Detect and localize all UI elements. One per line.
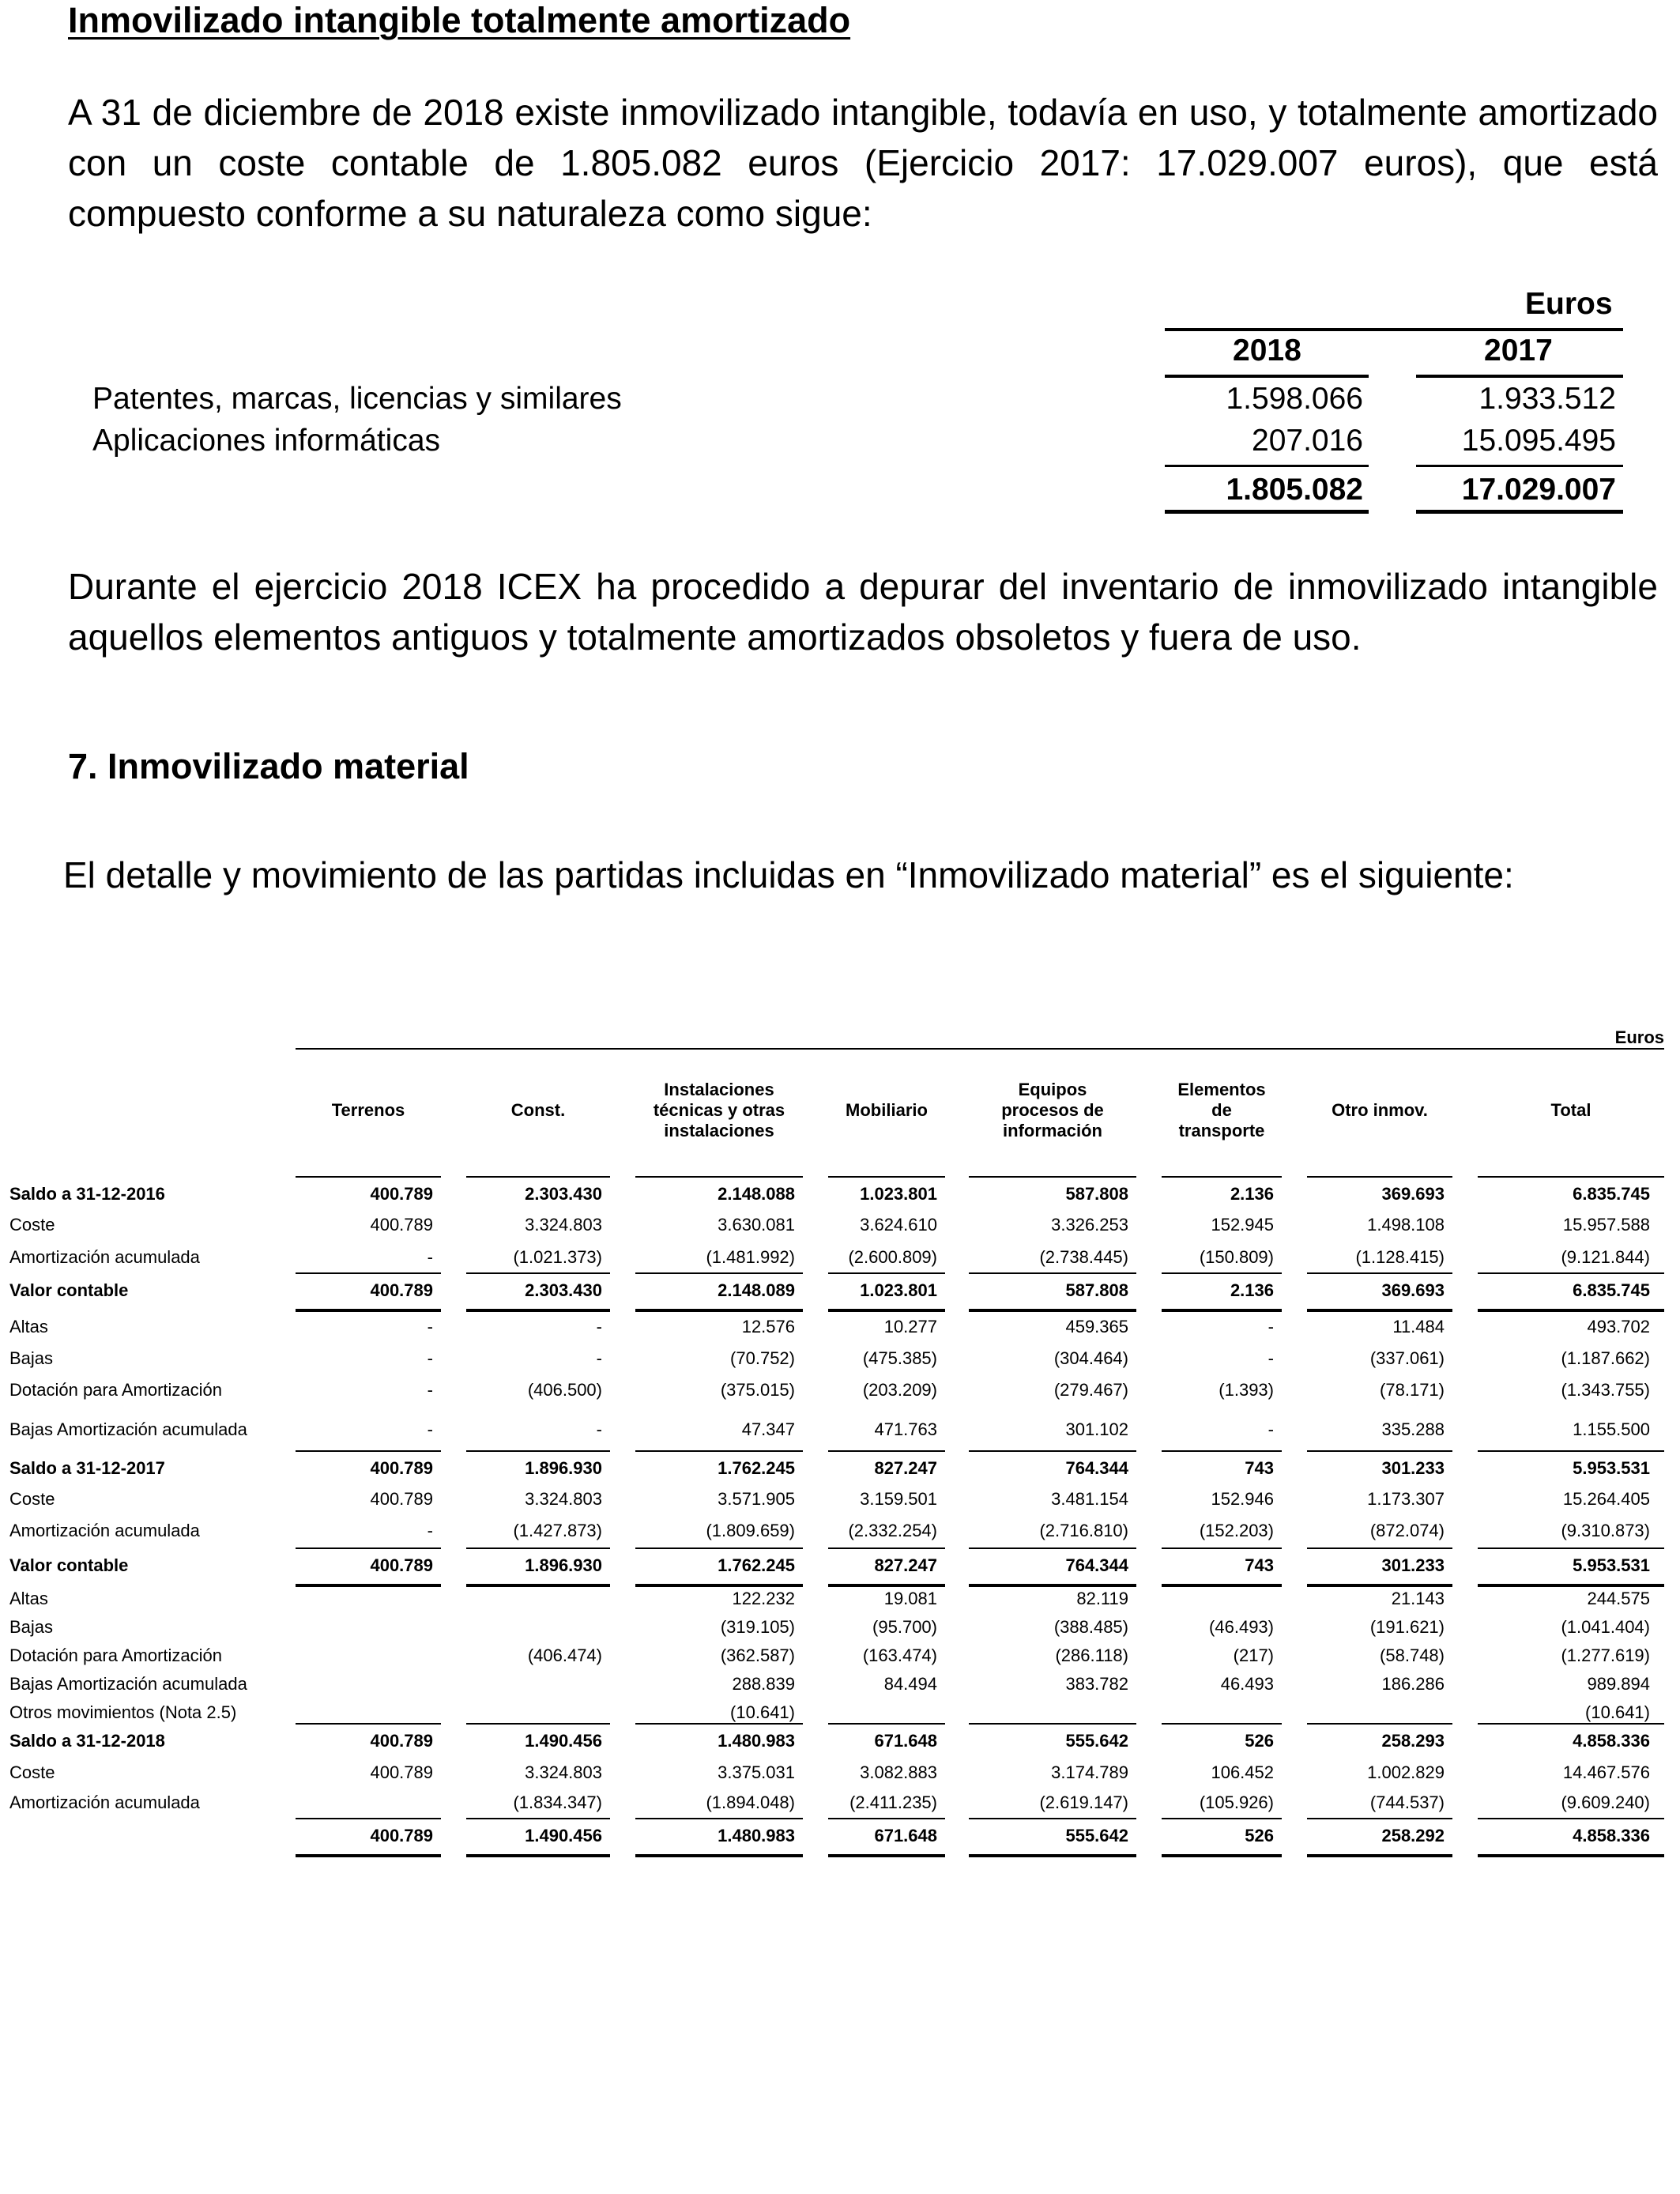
table-cell: 764.344 xyxy=(1065,1555,1128,1575)
table-cell: (78.171) xyxy=(1380,1380,1445,1400)
table-cell: 15.957.588 xyxy=(1562,1215,1650,1235)
table-cell: 186.286 xyxy=(1381,1674,1445,1694)
table-cell: (279.467) xyxy=(1053,1380,1128,1400)
table-cell: 152.945 xyxy=(1211,1215,1274,1235)
row-rule xyxy=(296,1272,441,1274)
table-cell: 400.789 xyxy=(370,1489,433,1509)
section-heading: Inmovilizado intangible totalmente amortizado xyxy=(68,0,851,40)
table-cell: 2.136 xyxy=(1230,1280,1274,1300)
table-cell: (10.641) xyxy=(1585,1702,1650,1722)
table-cell: 3.326.253 xyxy=(1051,1215,1128,1235)
column-header: Instalaciones técnicas y otras instalaciones xyxy=(653,1080,785,1140)
row-label: Amortización acumulada xyxy=(9,1521,200,1540)
row-rule xyxy=(969,1450,1136,1452)
table-cell: 3.324.803 xyxy=(525,1762,602,1782)
table-cell: 335.288 xyxy=(1381,1419,1445,1439)
row-double-rule xyxy=(1307,1854,1452,1857)
paragraph-line: A 31 de diciembre de 2018 existe inmovilizado intangible, todavía en uso, y totalmente amortizado xyxy=(68,92,1658,133)
paragraph-intangible xyxy=(68,87,1658,239)
table-cell: (95.700) xyxy=(872,1617,937,1637)
table-row-label: Patentes, marcas, licencias y similares xyxy=(92,382,622,416)
row-label: Saldo a 31-12-2016 xyxy=(9,1184,165,1204)
row-rule xyxy=(1478,1818,1664,1819)
table-cell: 1.023.801 xyxy=(860,1184,937,1204)
row-label: Altas xyxy=(9,1589,48,1608)
row-label: Bajas xyxy=(9,1348,54,1368)
table-cell: 1.498.108 xyxy=(1367,1215,1445,1235)
column-header: Elementos de transporte xyxy=(1177,1080,1266,1140)
row-label: Amortización acumulada xyxy=(9,1793,200,1812)
table-cell: 3.159.501 xyxy=(860,1489,937,1509)
table-cell: 21.143 xyxy=(1391,1589,1445,1608)
table-cell: (191.621) xyxy=(1369,1617,1445,1637)
table-cell: 2.136 xyxy=(1230,1184,1274,1204)
table-cell: - xyxy=(1268,1419,1274,1439)
table-cell: (286.118) xyxy=(1055,1646,1128,1665)
row-rule xyxy=(466,1176,610,1178)
row-double-rule xyxy=(1307,1309,1452,1312)
table-cell: 587.808 xyxy=(1065,1280,1128,1300)
table-cell: 400.789 xyxy=(370,1458,433,1478)
table-cell: (337.061) xyxy=(1369,1348,1445,1368)
table-cell: 122.232 xyxy=(732,1589,795,1608)
table-cell: 12.576 xyxy=(741,1317,795,1336)
table-cell: 400.789 xyxy=(370,1184,433,1204)
row-rule xyxy=(1478,1723,1664,1725)
row-rule xyxy=(969,1547,1136,1549)
double-rule xyxy=(1165,510,1369,514)
table-cell: 288.839 xyxy=(732,1674,795,1694)
table-cell: - xyxy=(1268,1348,1274,1368)
table-cell: 46.493 xyxy=(1220,1674,1274,1694)
table-cell: 555.642 xyxy=(1065,1826,1128,1845)
table-cell: 555.642 xyxy=(1065,1731,1128,1751)
column-header: Total xyxy=(1550,1100,1591,1120)
table-cell: - xyxy=(427,1348,433,1368)
table-cell: (388.485) xyxy=(1053,1617,1128,1637)
year-rule xyxy=(1416,375,1623,378)
table-cell: 1.933.512 xyxy=(1478,382,1616,416)
row-double-rule xyxy=(969,1309,1136,1312)
table-cell: 3.174.789 xyxy=(1051,1762,1128,1782)
row-double-rule xyxy=(296,1584,441,1587)
table-cell: 587.808 xyxy=(1065,1184,1128,1204)
table-cell: 5.953.531 xyxy=(1573,1555,1650,1575)
table-cell: 764.344 xyxy=(1065,1458,1128,1478)
table-cell: (9.121.844) xyxy=(1561,1247,1650,1267)
row-label: Altas xyxy=(9,1317,48,1336)
column-header: Equipos procesos de información xyxy=(1001,1080,1104,1140)
table-cell: 3.624.610 xyxy=(860,1215,937,1235)
row-label: Bajas Amortización acumulada xyxy=(9,1419,247,1439)
table-cell: 84.494 xyxy=(883,1674,937,1694)
row-rule xyxy=(969,1723,1136,1725)
total-rule xyxy=(1165,465,1369,467)
table-cell: (152.203) xyxy=(1199,1521,1274,1540)
table-cell: 1.002.829 xyxy=(1367,1762,1445,1782)
table-cell: - xyxy=(427,1317,433,1336)
row-label: Valor contable xyxy=(9,1555,129,1575)
row-double-rule xyxy=(1162,1854,1282,1857)
table-cell: 400.789 xyxy=(370,1215,433,1235)
table-cell: 11.484 xyxy=(1392,1317,1445,1336)
table-cell: 6.835.745 xyxy=(1573,1184,1650,1204)
table-cell: 1.762.245 xyxy=(718,1555,795,1575)
row-rule xyxy=(969,1176,1136,1178)
row-rule xyxy=(635,1818,803,1819)
row-rule xyxy=(969,1272,1136,1274)
paragraph-line: compuesto conforme a su naturaleza como sigue: xyxy=(68,193,872,234)
table-cell: 827.247 xyxy=(874,1458,937,1478)
row-rule xyxy=(1162,1272,1282,1274)
table-cell: 6.835.745 xyxy=(1573,1280,1650,1300)
table-top-rule xyxy=(296,1048,1664,1050)
table-cell: (1.809.659) xyxy=(706,1521,795,1540)
table-cell: - xyxy=(427,1419,433,1439)
table-cell: 3.630.081 xyxy=(718,1215,795,1235)
table-cell: (1.481.992) xyxy=(706,1247,795,1267)
row-label: Otros movimientos (Nota 2.5) xyxy=(9,1702,237,1722)
table-cell: (375.015) xyxy=(720,1380,795,1400)
row-rule xyxy=(828,1450,945,1452)
table-cell: 1.155.500 xyxy=(1573,1419,1650,1439)
table-cell: (10.641) xyxy=(730,1702,795,1722)
table-cell: - xyxy=(596,1317,602,1336)
row-double-rule xyxy=(1478,1584,1664,1587)
column-header: Otro inmov. xyxy=(1332,1100,1428,1120)
row-rule xyxy=(1478,1176,1664,1178)
table-cell: 244.575 xyxy=(1587,1589,1650,1608)
table-cell: 1.490.456 xyxy=(525,1731,602,1751)
table-cell: (1.041.404) xyxy=(1561,1617,1650,1637)
paragraph-depuration xyxy=(68,561,1658,662)
paragraph-line: Durante el ejercicio 2018 ICEX ha procedido a depurar del inventario de inmovilizado intangible xyxy=(68,566,1658,607)
row-double-rule xyxy=(466,1854,610,1857)
row-rule xyxy=(828,1723,945,1725)
table-cell: 1.480.983 xyxy=(718,1826,795,1845)
row-rule xyxy=(1162,1547,1282,1549)
table-cell: 301.102 xyxy=(1065,1419,1128,1439)
table-cell: 258.293 xyxy=(1381,1731,1445,1751)
table-cell: 3.082.883 xyxy=(860,1762,937,1782)
row-label: Saldo a 31-12-2017 xyxy=(9,1458,165,1478)
row-label: Amortización acumulada xyxy=(9,1247,200,1267)
table-cell: 1.173.307 xyxy=(1367,1489,1445,1509)
row-double-rule xyxy=(466,1584,610,1587)
table-cell: (58.748) xyxy=(1380,1646,1445,1665)
unit-label: Euros xyxy=(1614,1027,1664,1047)
row-rule xyxy=(1162,1450,1282,1452)
table-cell: 82.119 xyxy=(1076,1589,1128,1608)
row-rule xyxy=(1162,1176,1282,1178)
table-cell: (203.209) xyxy=(862,1380,937,1400)
paragraph-line: aquellos elementos antiguos y totalmente amortizados obsoletos y fuera de uso. xyxy=(68,616,1362,658)
row-rule xyxy=(1307,1547,1452,1549)
table-cell: (2.738.445) xyxy=(1039,1247,1128,1267)
row-rule xyxy=(296,1818,441,1819)
section-title: 7. Inmovilizado material xyxy=(68,746,469,786)
table-cell: 301.233 xyxy=(1381,1555,1445,1575)
row-rule xyxy=(296,1176,441,1178)
row-double-rule xyxy=(635,1854,803,1857)
table-cell: (304.464) xyxy=(1053,1348,1128,1368)
table-cell: 3.324.803 xyxy=(525,1215,602,1235)
table-cell: 526 xyxy=(1245,1826,1274,1845)
row-rule xyxy=(635,1176,803,1178)
row-double-rule xyxy=(969,1584,1136,1587)
table-cell: (319.105) xyxy=(720,1617,795,1637)
table-cell: 400.789 xyxy=(370,1731,433,1751)
row-rule xyxy=(296,1723,441,1725)
row-double-rule xyxy=(466,1309,610,1312)
row-rule xyxy=(466,1818,610,1819)
row-double-rule xyxy=(635,1584,803,1587)
row-rule xyxy=(828,1272,945,1274)
table-cell: 400.789 xyxy=(370,1280,433,1300)
row-double-rule xyxy=(969,1854,1136,1857)
row-rule xyxy=(1478,1450,1664,1452)
row-rule xyxy=(635,1547,803,1549)
table-cell: 1.023.801 xyxy=(860,1280,937,1300)
table-cell: (150.809) xyxy=(1199,1247,1274,1267)
table-cell: 4.858.336 xyxy=(1573,1826,1650,1845)
table-cell: 827.247 xyxy=(874,1555,937,1575)
table-cell: 3.481.154 xyxy=(1051,1489,1128,1509)
row-rule xyxy=(1162,1818,1282,1819)
row-rule xyxy=(466,1723,610,1725)
row-rule xyxy=(1307,1818,1452,1819)
table-cell: (1.277.619) xyxy=(1561,1646,1650,1665)
table-cell: (1.021.373) xyxy=(513,1247,602,1267)
table-cell: (2.600.809) xyxy=(848,1247,937,1267)
table-cell: 743 xyxy=(1245,1458,1274,1478)
table-cell: 19.081 xyxy=(883,1589,937,1608)
table-cell: 15.264.405 xyxy=(1562,1489,1650,1509)
table-cell: 2.303.430 xyxy=(525,1280,602,1300)
row-rule xyxy=(466,1547,610,1549)
table-cell: (2.716.810) xyxy=(1039,1521,1128,1540)
column-header: Const. xyxy=(510,1100,566,1120)
table-cell: - xyxy=(427,1380,433,1400)
row-rule xyxy=(828,1547,945,1549)
table-cell: 369.693 xyxy=(1381,1280,1445,1300)
table-cell: 301.233 xyxy=(1381,1458,1445,1478)
table-cell: (1.128.415) xyxy=(1355,1247,1445,1267)
total-rule xyxy=(1416,465,1623,467)
table-cell: 989.894 xyxy=(1587,1674,1650,1694)
table-cell: (2.411.235) xyxy=(849,1793,937,1812)
table-cell: (1.187.662) xyxy=(1561,1348,1650,1368)
row-label: Bajas Amortización acumulada xyxy=(9,1674,247,1694)
table-cell: (362.587) xyxy=(720,1646,795,1665)
table-cell: (1.427.873) xyxy=(513,1521,602,1540)
year-header: 2018 xyxy=(1233,334,1301,368)
table-cell: 10.277 xyxy=(883,1317,937,1336)
table-cell: (217) xyxy=(1233,1646,1274,1665)
row-label: Bajas xyxy=(9,1617,54,1637)
year-header: 2017 xyxy=(1484,334,1553,368)
table-cell: (9.609.240) xyxy=(1561,1793,1650,1812)
table-cell: - xyxy=(427,1247,433,1267)
table-cell: 3.324.803 xyxy=(525,1489,602,1509)
table-cell: 459.365 xyxy=(1065,1317,1128,1336)
total-cell: 1.805.082 xyxy=(1226,473,1363,507)
table-cell: 152.946 xyxy=(1211,1489,1274,1509)
row-rule xyxy=(828,1176,945,1178)
table-cell: (105.926) xyxy=(1199,1793,1274,1812)
year-rule xyxy=(1165,375,1369,378)
row-double-rule xyxy=(1162,1584,1282,1587)
table-cell: 493.702 xyxy=(1587,1317,1650,1336)
table-cell: (2.332.254) xyxy=(848,1521,937,1540)
row-rule xyxy=(635,1723,803,1725)
column-header: Mobiliario xyxy=(846,1100,928,1120)
table-cell: 5.953.531 xyxy=(1573,1458,1650,1478)
table-cell: - xyxy=(427,1521,433,1540)
row-double-rule xyxy=(828,1584,945,1587)
paragraph-line: con un coste contable de 1.805.082 euros (Ejercicio 2017: 17.029.007 euros), que está xyxy=(68,142,1658,183)
table-cell: (1.834.347) xyxy=(513,1793,602,1812)
table-cell: (9.310.873) xyxy=(1561,1521,1650,1540)
table-cell: 2.148.089 xyxy=(718,1280,795,1300)
row-rule xyxy=(1307,1272,1452,1274)
table-row-label: Aplicaciones informáticas xyxy=(92,424,441,458)
row-double-rule xyxy=(296,1309,441,1312)
table-cell: (1.393) xyxy=(1219,1380,1274,1400)
table-cell: 106.452 xyxy=(1211,1762,1274,1782)
table-cell: 1.480.983 xyxy=(718,1731,795,1751)
table-cell: (2.619.147) xyxy=(1039,1793,1128,1812)
table-cell: 743 xyxy=(1245,1555,1274,1575)
table-cell: 671.648 xyxy=(874,1826,937,1845)
table-cell: 1.896.930 xyxy=(525,1458,602,1478)
table-cell: 1.896.930 xyxy=(525,1555,602,1575)
table-intro: El detalle y movimiento de las partidas incluidas en “Inmovilizado material” es el siguiente: xyxy=(63,854,1514,895)
row-label: Valor contable xyxy=(9,1280,129,1300)
row-double-rule xyxy=(1478,1309,1664,1312)
table-cell: (70.752) xyxy=(730,1348,795,1368)
table-cell: 258.292 xyxy=(1381,1826,1445,1845)
table-cell: 1.762.245 xyxy=(718,1458,795,1478)
row-rule xyxy=(296,1547,441,1549)
table-cell: (406.474) xyxy=(527,1646,602,1665)
table-cell: 3.571.905 xyxy=(718,1489,795,1509)
row-double-rule xyxy=(635,1309,803,1312)
table-cell: 369.693 xyxy=(1381,1184,1445,1204)
table-cell: 4.858.336 xyxy=(1573,1731,1650,1751)
table-cell: 1.490.456 xyxy=(525,1826,602,1845)
row-label: Saldo a 31-12-2018 xyxy=(9,1731,165,1751)
row-label: Dotación para Amortización xyxy=(9,1380,223,1400)
table-cell: (475.385) xyxy=(862,1348,937,1368)
table-cell: 400.789 xyxy=(370,1826,433,1845)
row-rule xyxy=(1478,1547,1664,1549)
table-cell: 207.016 xyxy=(1252,424,1363,458)
row-rule xyxy=(466,1272,610,1274)
table-cell: 2.148.088 xyxy=(718,1184,795,1204)
row-rule xyxy=(635,1272,803,1274)
row-label: Coste xyxy=(9,1489,55,1509)
unit-label: Euros xyxy=(1525,287,1613,321)
table-cell: (1.894.048) xyxy=(706,1793,795,1812)
table-cell: - xyxy=(596,1348,602,1368)
row-rule xyxy=(296,1450,441,1452)
table-cell: 471.763 xyxy=(874,1419,937,1439)
table-cell: 1.598.066 xyxy=(1226,382,1363,416)
table-cell: (872.074) xyxy=(1369,1521,1445,1540)
table-cell: (406.500) xyxy=(527,1380,602,1400)
total-cell: 17.029.007 xyxy=(1461,473,1616,507)
double-rule xyxy=(1416,510,1623,514)
table-cell: 671.648 xyxy=(874,1731,937,1751)
table-cell: 15.095.495 xyxy=(1461,424,1616,458)
table-cell: 400.789 xyxy=(370,1762,433,1782)
table-cell: 3.375.031 xyxy=(718,1762,795,1782)
row-rule xyxy=(1307,1723,1452,1725)
row-rule xyxy=(828,1818,945,1819)
row-double-rule xyxy=(1162,1309,1282,1312)
column-header: Terrenos xyxy=(331,1100,405,1120)
table-cell: 2.303.430 xyxy=(525,1184,602,1204)
header-rule xyxy=(1165,328,1623,331)
row-rule xyxy=(466,1450,610,1452)
row-label: Coste xyxy=(9,1762,55,1782)
table-cell: 400.789 xyxy=(370,1555,433,1575)
row-double-rule xyxy=(828,1854,945,1857)
table-cell: 526 xyxy=(1245,1731,1274,1751)
row-label: Coste xyxy=(9,1215,55,1235)
row-rule xyxy=(1307,1450,1452,1452)
table-cell: (744.537) xyxy=(1369,1793,1445,1812)
row-rule xyxy=(1307,1176,1452,1178)
table-cell: (46.493) xyxy=(1209,1617,1274,1637)
row-double-rule xyxy=(1307,1584,1452,1587)
table-cell: 47.347 xyxy=(741,1419,795,1439)
table-cell: - xyxy=(1268,1317,1274,1336)
row-double-rule xyxy=(1478,1854,1664,1857)
table-cell: 14.467.576 xyxy=(1562,1762,1650,1782)
table-cell: (163.474) xyxy=(862,1646,937,1665)
row-rule xyxy=(635,1450,803,1452)
row-rule xyxy=(1478,1272,1664,1274)
row-rule xyxy=(1162,1723,1282,1725)
table-cell: 383.782 xyxy=(1065,1674,1128,1694)
row-label: Dotación para Amortización xyxy=(9,1646,223,1665)
row-double-rule xyxy=(828,1309,945,1312)
row-double-rule xyxy=(296,1854,441,1857)
row-rule xyxy=(969,1818,1136,1819)
table-cell: - xyxy=(596,1419,602,1439)
table-cell: (1.343.755) xyxy=(1561,1380,1650,1400)
